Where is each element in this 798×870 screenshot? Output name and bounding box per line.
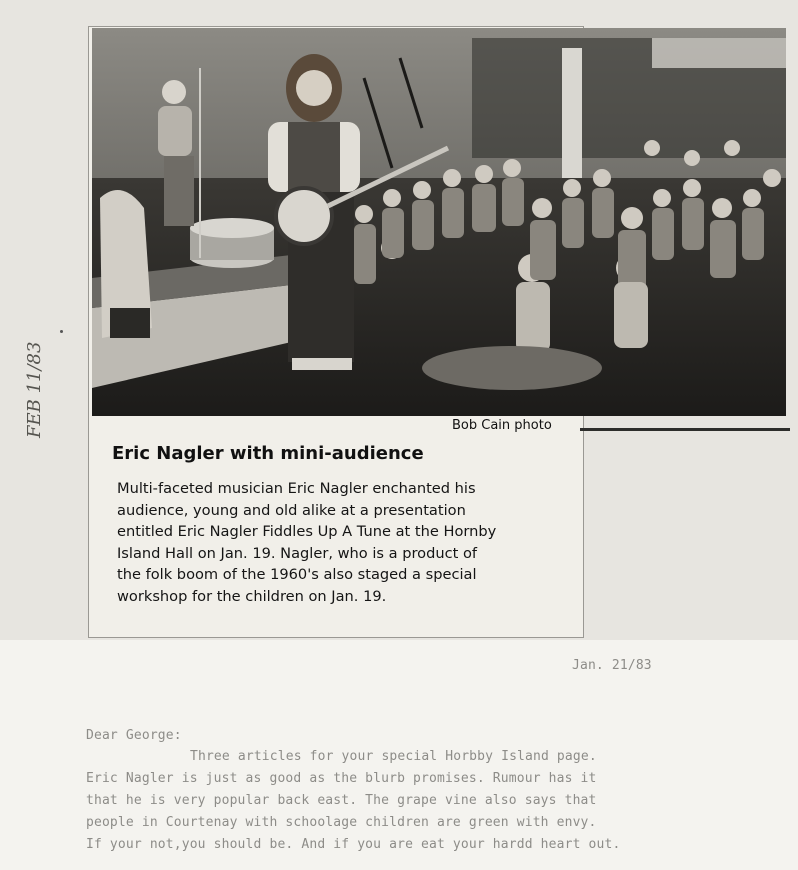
caption-line: Island Hall on Jan. 19. Nagler, who is a product of: [117, 544, 478, 562]
letter-salutation: Dear George:: [86, 728, 182, 743]
caption-line: audience, young and old alike at a presentation: [117, 501, 466, 519]
handwritten-date-note: FEB 11/83: [24, 341, 45, 438]
letter-line: people in Courtenay with schoolage children are green with envy.: [86, 815, 597, 830]
article-headline: Eric Nagler with mini-audience: [112, 443, 424, 464]
letter-line: If your not,you should be. And if you are eat your hardd heart out.: [86, 837, 621, 852]
letter-date: Jan. 21/83: [572, 658, 652, 673]
article-caption: [117, 478, 569, 608]
column-rule: [580, 428, 790, 431]
caption-line: entitled Eric Nagler Fiddles Up A Tune at the Hornby: [117, 523, 497, 541]
letter-line: that he is very popular back east. The grape vine also says that: [86, 793, 597, 808]
caption-line: workshop for the children on Jan. 19.: [117, 587, 387, 605]
photo-credit: Bob Cain photo: [452, 418, 552, 433]
scan-speck: [60, 330, 63, 333]
letter-line: Three articles for your special Horbby Island page.: [190, 749, 597, 764]
caption-line: the folk boom of the 1960's also staged a special: [117, 566, 477, 584]
concert-photo-illustration: [92, 28, 786, 416]
letter-line: Eric Nagler is just as good as the blurb promises. Rumour has it: [86, 771, 597, 786]
typed-letter: [0, 640, 798, 870]
news-photo: [92, 28, 786, 416]
caption-line: Multi-faceted musician Eric Nagler enchanted his: [117, 480, 476, 497]
